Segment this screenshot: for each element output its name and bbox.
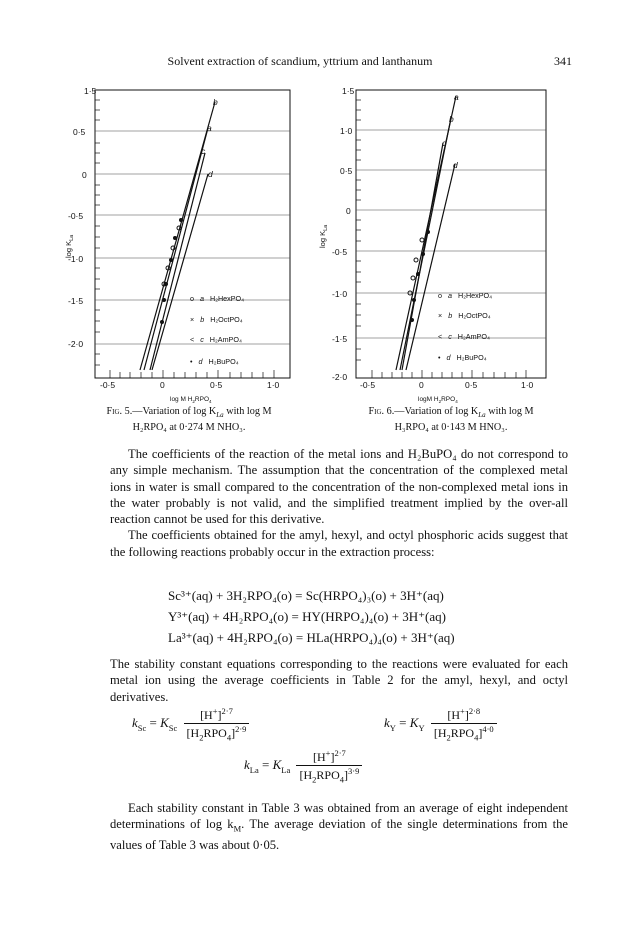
fig5-point: [173, 236, 177, 240]
fig5-xtick-label: 0: [160, 380, 165, 390]
fig5-xticks: [110, 370, 274, 378]
fig5-gridlines: [95, 131, 290, 344]
paragraph: The coefficients obtained for the amyl, hexyl, and octyl phosphoric acids suggest that the following reactions probably occur in the extraction process:: [110, 528, 568, 559]
fig5-ytick-label: -0·5: [68, 211, 84, 221]
fig5-line-a: [144, 128, 208, 370]
svg-text:•dH₂BuPO₄: • d H₂BuPO₄: [438, 353, 487, 362]
equation-k-la: $k_{La} = K_{La}$ $\frac{[H^+]^{2\cdot 7}}{[H_2RPO_4]^{3\cdot 9}}$: [244, 748, 365, 784]
equation-k-sc: $k_{Sc} = K_{Sc}$ $\frac{[H^+]^{2\cdot 7}}{[H_2RPO_4]^{2\cdot 9}}$: [132, 706, 252, 742]
fig5-point: [164, 282, 168, 286]
fig5-yaxis-title: $\log K_{La}$: [64, 234, 75, 258]
equation-lanthanum: La³⁺(aq) + 4H₂RPO₄(o) = HLa(HRPO₄)₄(o) + 3H⁺(aq): [168, 630, 455, 645]
fig5-ytick-label: -2·0: [68, 339, 84, 349]
legend-marker: o: [190, 294, 194, 303]
fig6-point: [411, 276, 415, 280]
fig6-point: [416, 272, 420, 276]
fig6-point: [421, 252, 425, 256]
fig6-gridlines: [356, 130, 546, 338]
fig6-xaxis-title: logM $H_2RPO_4$: [418, 396, 458, 403]
fig6-xtick-label: 1·0: [521, 380, 534, 390]
fig5-ytick-label: 0: [82, 170, 87, 180]
fig6-legend: [438, 291, 492, 362]
body-text-block-2: [110, 656, 568, 705]
equation-k-y: $k_Y = K_Y$ $\frac{[H^+]^{2\cdot 8}}{[H_2RPO_4]^{4\cdot 0}}$: [384, 706, 500, 742]
fig6-line-c: [402, 143, 443, 370]
figure-6: [318, 88, 558, 403]
fig6-ytick-label: 0: [346, 206, 351, 216]
fig5-xtick-label: 1·0: [267, 380, 280, 390]
fig6-point: [420, 238, 424, 242]
fig5-ytick-label: -1·5: [68, 296, 84, 306]
fig6-ytick-label: -0·5: [332, 247, 348, 257]
fig5-yticks: [95, 100, 100, 365]
fig5-xtick-label: -0·5: [100, 380, 116, 390]
legend-marker: ×: [438, 311, 443, 320]
fig5-regression-lines: [140, 102, 215, 370]
body-text-block-1: [110, 446, 568, 560]
fig6-curve-label: a: [454, 92, 459, 102]
figure-5: [60, 88, 300, 403]
fig6-point: [410, 318, 414, 322]
fig5-point: [162, 298, 166, 302]
fig6-yticks: [356, 100, 361, 360]
fig6-xticks: [372, 370, 526, 378]
running-title: Solvent extraction of scandium, yttrium and lanthanum: [167, 54, 433, 68]
fig5-ytick-label: -1·0: [68, 254, 84, 264]
svg-text:<cH₂AmPO₄: < c H₂AmPO₄: [438, 332, 490, 341]
fig5-legend: [190, 294, 244, 366]
fig5-ytick-label: 0·5: [73, 127, 86, 137]
fig6-curve-label: c: [442, 138, 447, 148]
body-text-block-3: [110, 800, 568, 853]
fig6-curve-label: b: [449, 114, 454, 124]
fig5-curve-label: c: [201, 146, 206, 156]
legend-marker: <: [438, 332, 443, 341]
fig5-point: [169, 258, 173, 262]
legend-marker: •: [190, 357, 193, 366]
fig5-ytick-label: 1·5: [84, 88, 97, 96]
paragraph: Each stability constant in Table 3 was obtained from an average of eight independent determinations of $\log k_M$. The average deviation of the single determinations from the values of Table 3 was about 0·05.: [110, 801, 568, 853]
fig6-point: [426, 230, 430, 234]
svg-text:oaH₂HexPO₄: o a H₂HexPO₄: [190, 294, 245, 303]
legend-marker: <: [190, 335, 195, 344]
fig6-ytick-label: 0·5: [340, 166, 353, 176]
figure-6-caption: Fig. 6.—Variation of $\log K_{La}$ with log M H₃RPO₄ at 0·143 M HNO₃.: [368, 406, 534, 433]
fig5-xtick-label: 0·5: [210, 380, 223, 390]
svg-text:oaH₂HexPO₄: o a H₂HexPO₄: [438, 291, 493, 300]
page-number: 341: [554, 54, 572, 68]
fig6-ytick-label: -2·0: [332, 372, 348, 382]
fig6-point: [412, 298, 416, 302]
legend-marker: o: [438, 291, 442, 300]
paragraph: The stability constant equations corresponding to the reactions were evaluated for each metal ion using the average coefficients in Table 2 for the amyl, hexyl, and octyl derivatives.: [110, 657, 568, 704]
fig6-curve-label: d: [453, 160, 458, 170]
fig6-line-b: [400, 118, 451, 370]
fig6-ytick-label: -1·5: [332, 334, 348, 344]
fig5-point: [179, 218, 183, 222]
svg-text:<cH₂AmPO₄: < c H₂AmPO₄: [190, 335, 242, 344]
fig6-ytick-label: 1·0: [340, 126, 353, 136]
svg-text:×bH₂OctPO₄: × b H₂OctPO₄: [190, 315, 243, 324]
fig5-curve-label: d: [208, 169, 213, 179]
fig6-ytick-label: 1·5: [342, 88, 355, 96]
legend-marker: •: [438, 353, 441, 362]
fig6-xtick-label: 0·5: [465, 380, 478, 390]
fig6-regression-lines: [396, 96, 456, 370]
fig6-yaxis-title: $\log K_{La}$: [318, 224, 329, 248]
fig6-xtick-label: 0: [419, 380, 424, 390]
fig6-point: [414, 258, 418, 262]
fig5-line-c: [150, 153, 205, 370]
legend-marker: ×: [190, 315, 195, 324]
equation-scandium: Sc³⁺(aq) + 3H₂RPO₄(o) = Sc(HRPO₄)₃(o) + 3H⁺(aq): [168, 588, 444, 603]
fig6-xtick-label: -0·5: [360, 380, 376, 390]
fig5-curve-label: b: [213, 97, 218, 107]
equation-yttrium: Y³⁺(aq) + 4H₂RPO₄(o) = HY(HRPO₄)₄(o) + 3H⁺(aq): [168, 609, 446, 624]
fig5-curve-label: a: [207, 123, 212, 133]
svg-text:×bH₂OctPO₄: × b H₂OctPO₄: [438, 311, 491, 320]
fig5-xaxis-title: log M $H_2RPO_4$: [170, 396, 212, 403]
fig5-point: [160, 320, 164, 324]
paragraph: The coefficients of the reaction of the metal ions and H₂BuPO₄ do not correspond to any simple mechanism. The assumption that the concentration of the complexed metal ions in water is small compared to the concentration of the non-complexed metal ions in the water probably is not valid, and the simplified treatment implied by the over-all reaction cannot be used for this derivative.: [110, 447, 568, 527]
svg-text:•dH₂BuPO₄: • d H₂BuPO₄: [190, 357, 239, 366]
figure-5-caption: Fig. 5.—Variation of $\log K_{La}$ with log M H₂RPO₄ at 0·274 M NHO₃.: [106, 406, 272, 433]
fig6-ytick-label: -1·0: [332, 289, 348, 299]
